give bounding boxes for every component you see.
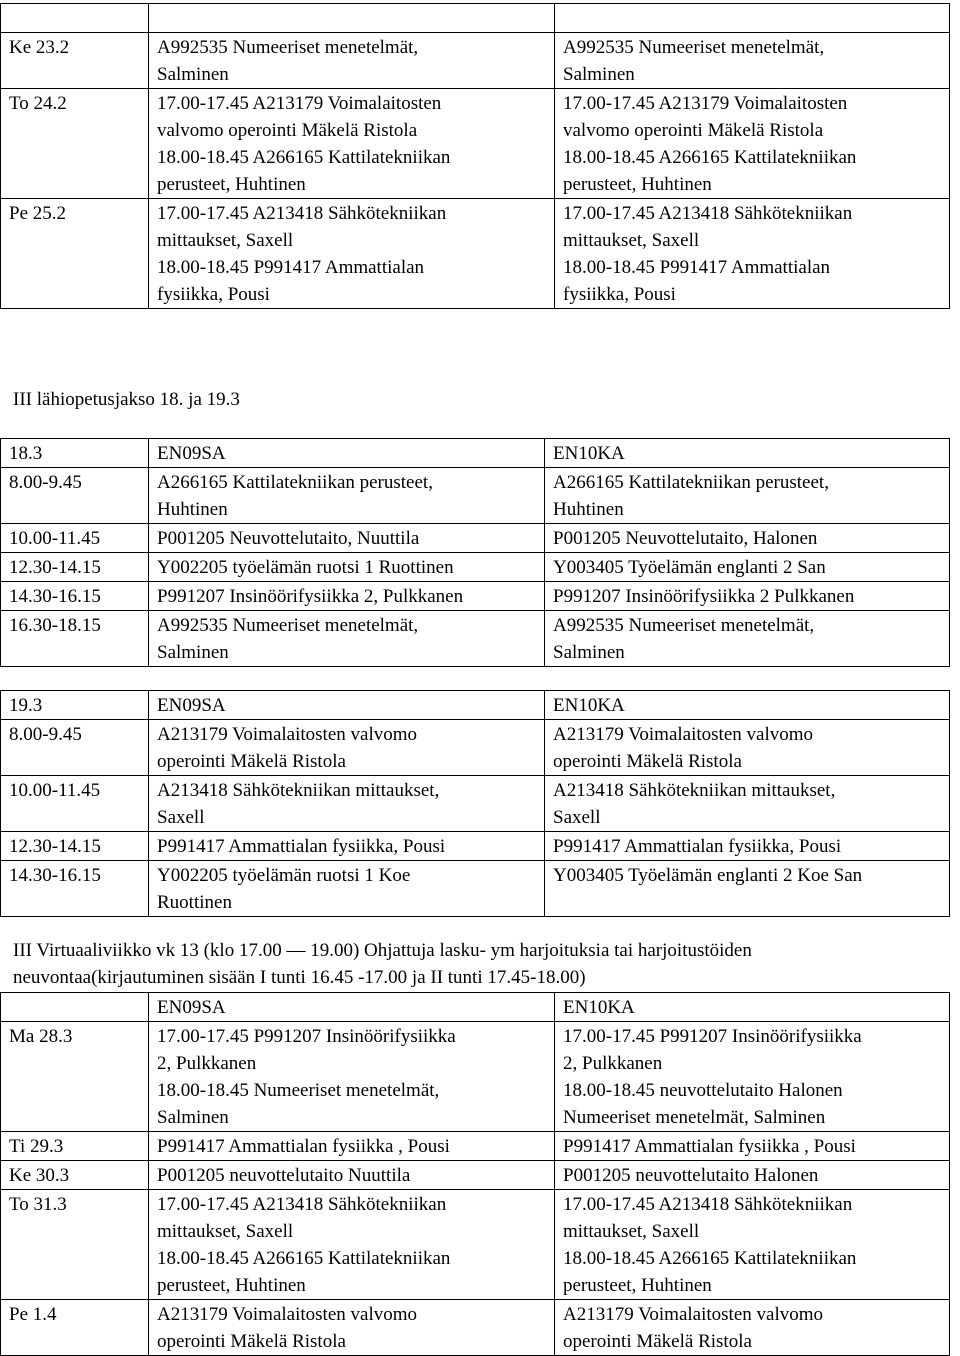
en10-cell (555, 199, 950, 309)
cell-text-line: perusteet, Huhtinen (157, 174, 306, 195)
cell-text-line: 2, Pulkkanen (563, 1053, 663, 1074)
cell-text-line: perusteet, Huhtinen (563, 1275, 712, 1296)
period-heading: III lähiopetusjakso 18. ja 19.3 (13, 389, 240, 410)
table-header-row (1, 439, 950, 468)
time-cell: 14.30-16.15 (1, 861, 149, 917)
en10-cell (555, 33, 950, 89)
table-row (1, 776, 950, 832)
cell-text-line: operointi Mäkelä Ristola (157, 1331, 346, 1352)
date-header: 18.3 (1, 439, 149, 468)
cell-text-line: P001205 neuvottelutaito Nuuttila (157, 1165, 411, 1186)
en10-cell (545, 861, 950, 917)
date-header: 19.3 (1, 691, 149, 720)
day-cell: To 24.2 (1, 89, 149, 199)
cell-text-line: Y002205 työelämän ruotsi 1 Ruottinen (157, 557, 454, 578)
week-schedule-table (0, 3, 950, 309)
en10-cell (545, 582, 950, 611)
cell-text-line: Y003405 Työelämän englanti 2 Koe San (553, 865, 863, 886)
en10-cell (555, 1161, 950, 1190)
cell-text-line: A992535 Numeeriset menetelmät, (157, 615, 419, 636)
table-row (1, 1161, 950, 1190)
cell-text-line: 18.00-18.45 A266165 Kattilatekniikan (157, 147, 451, 168)
table-row (1, 199, 950, 309)
cell-text-line: 18.00-18.45 neuvottelutaito Halonen (563, 1080, 843, 1101)
en09-cell (149, 89, 555, 199)
en09-cell (149, 1132, 555, 1161)
virtual-week-schedule-table (0, 992, 950, 1356)
cell-text-line: fysiikka, Pousi (157, 284, 270, 305)
en10-cell (545, 776, 950, 832)
empty-cell (555, 4, 950, 33)
cell-text-line: A213179 Voimalaitosten valvomo (157, 724, 418, 745)
time-cell: 14.30-16.15 (1, 582, 149, 611)
cell-text-line: 17.00-17.45 A213418 Sähkötekniikan (563, 203, 853, 224)
en10-cell (545, 468, 950, 524)
cell-text-line: A992535 Numeeriset menetelmät, (157, 37, 419, 58)
cell-text-line: Saxell (157, 807, 205, 828)
cell-text-line: 17.00-17.45 A213179 Voimalaitosten (157, 93, 442, 114)
cell-text-line: valvomo operointi Mäkelä Ristola (563, 120, 824, 141)
table-header-row (1, 691, 950, 720)
en10-cell (545, 720, 950, 776)
cell-text-line: Y003405 Työelämän englanti 2 San (553, 557, 826, 578)
cell-text-line: P991417 Ammattialan fysiikka , Pousi (563, 1136, 856, 1157)
en10-header: EN10KA (545, 691, 950, 720)
cell-text-line: Huhtinen (157, 499, 228, 520)
date-header (1, 993, 149, 1022)
en09-cell (149, 611, 545, 667)
cell-text-line: P001205 Neuvottelutaito, Nuuttila (157, 528, 420, 549)
cell-text-line: perusteet, Huhtinen (563, 174, 712, 195)
table-row (1, 582, 950, 611)
en09-cell (149, 776, 545, 832)
cell-text-line: A213179 Voimalaitosten valvomo (553, 724, 814, 745)
cell-text-line: A266165 Kattilatekniikan perusteet, (553, 472, 829, 493)
en10-header: EN10KA (545, 439, 950, 468)
table-row (1, 4, 950, 33)
cell-text-line: perusteet, Huhtinen (157, 1275, 306, 1296)
table-row (1, 1022, 950, 1132)
cell-text-line: Numeeriset menetelmät, Salminen (563, 1107, 826, 1128)
cell-text-line: 17.00-17.45 A213418 Sähkötekniikan (563, 1194, 853, 1215)
en09-cell (149, 199, 555, 309)
cell-text-line: operointi Mäkelä Ristola (157, 751, 346, 772)
en09-cell (149, 33, 555, 89)
cell-text-line: mittaukset, Saxell (563, 1221, 700, 1242)
table-row (1, 720, 950, 776)
table-row (1, 861, 950, 917)
cell-text-line: Salminen (157, 1107, 229, 1128)
en10-cell (555, 1300, 950, 1356)
cell-text-line: Salminen (157, 642, 229, 663)
en10-cell (555, 1190, 950, 1300)
cell-text-line: 17.00-17.45 A213418 Sähkötekniikan (157, 203, 447, 224)
time-cell: 12.30-14.15 (1, 553, 149, 582)
table-row (1, 611, 950, 667)
virtual-week-heading-line-1: III Virtuaaliviikko vk 13 (klo 17.00 — 19.00) Ohjattuja lasku- ym harjoituksia tai harjoitustöiden (13, 940, 752, 961)
en09-cell (149, 1300, 555, 1356)
table-row (1, 33, 950, 89)
cell-text-line: operointi Mäkelä Ristola (563, 1331, 752, 1352)
time-cell: 8.00-9.45 (1, 720, 149, 776)
cell-text-line: P991417 Ammattialan fysiikka , Pousi (157, 1136, 450, 1157)
time-cell: 8.00-9.45 (1, 468, 149, 524)
cell-text-line: 18.00-18.45 P991417 Ammattialan (563, 257, 831, 278)
day-cell: Ke 23.2 (1, 33, 149, 89)
table-row (1, 524, 950, 553)
en10-cell (545, 832, 950, 861)
en10-cell (555, 1022, 950, 1132)
time-cell: 12.30-14.15 (1, 832, 149, 861)
cell-text-line: mittaukset, Saxell (157, 1221, 294, 1242)
cell-text-line: valvomo operointi Mäkelä Ristola (157, 120, 418, 141)
en09-cell (149, 720, 545, 776)
time-cell: 10.00-11.45 (1, 776, 149, 832)
cell-text-line: Huhtinen (553, 499, 624, 520)
day-cell: Ke 30.3 (1, 1161, 149, 1190)
time-cell: 16.30-18.15 (1, 611, 149, 667)
en09-cell (149, 1161, 555, 1190)
en09-cell (149, 524, 545, 553)
table-row (1, 1132, 950, 1161)
cell-text-line: 17.00-17.45 A213179 Voimalaitosten (563, 93, 848, 114)
en09-header: EN09SA (149, 993, 555, 1022)
cell-text-line: A213179 Voimalaitosten valvomo (157, 1304, 418, 1325)
cell-text-line: A266165 Kattilatekniikan perusteet, (157, 472, 433, 493)
table-row (1, 553, 950, 582)
en09-cell (149, 553, 545, 582)
en10-header: EN10KA (555, 993, 950, 1022)
cell-text-line: A213179 Voimalaitosten valvomo (563, 1304, 824, 1325)
time-cell: 10.00-11.45 (1, 524, 149, 553)
day-cell: Pe 1.4 (1, 1300, 149, 1356)
cell-text-line: 18.00-18.45 P991417 Ammattialan (157, 257, 425, 278)
cell-text-line: 2, Pulkkanen (157, 1053, 257, 1074)
en09-cell (149, 1190, 555, 1300)
empty-cell (149, 4, 555, 33)
table-row (1, 468, 950, 524)
en10-cell (555, 89, 950, 199)
day-18-schedule-table (0, 438, 950, 667)
cell-text-line: mittaukset, Saxell (563, 230, 700, 251)
en09-cell (149, 832, 545, 861)
day-cell: To 31.3 (1, 1190, 149, 1300)
en09-cell (149, 861, 545, 917)
cell-text-line: Salminen (157, 64, 229, 85)
en09-cell (149, 468, 545, 524)
cell-text-line: Salminen (563, 64, 635, 85)
cell-text-line: P001205 neuvottelutaito Halonen (563, 1165, 819, 1186)
cell-text-line: A992535 Numeeriset menetelmät, (563, 37, 825, 58)
en09-header: EN09SA (149, 691, 545, 720)
en09-cell (149, 582, 545, 611)
day-cell: Ti 29.3 (1, 1132, 149, 1161)
cell-text-line: 17.00-17.45 A213418 Sähkötekniikan (157, 1194, 447, 1215)
cell-text-line: A213418 Sähkötekniikan mittaukset, (157, 780, 440, 801)
cell-text-line: 18.00-18.45 A266165 Kattilatekniikan (563, 147, 857, 168)
cell-text-line: fysiikka, Pousi (563, 284, 676, 305)
cell-text-line: 17.00-17.45 P991207 Insinöörifysiikka (157, 1026, 456, 1047)
cell-text-line: operointi Mäkelä Ristola (553, 751, 742, 772)
cell-text-line: Y002205 työelämän ruotsi 1 Koe (157, 865, 411, 886)
cell-text-line: P991417 Ammattialan fysiikka, Pousi (157, 836, 446, 857)
table-row (1, 1300, 950, 1356)
cell-text-line: A992535 Numeeriset menetelmät, (553, 615, 815, 636)
table-header-row (1, 993, 950, 1022)
cell-text-line: Salminen (553, 642, 625, 663)
cell-text-line: Saxell (553, 807, 601, 828)
table-row (1, 1190, 950, 1300)
day-cell: Ma 28.3 (1, 1022, 149, 1132)
cell-text-line: P991417 Ammattialan fysiikka, Pousi (553, 836, 842, 857)
day-19-schedule-table (0, 690, 950, 917)
en10-cell (545, 611, 950, 667)
cell-text-line: mittaukset, Saxell (157, 230, 294, 251)
cell-text-line: 17.00-17.45 P991207 Insinöörifysiikka (563, 1026, 862, 1047)
en09-header: EN09SA (149, 439, 545, 468)
cell-text-line: P991207 Insinöörifysiikka 2 Pulkkanen (553, 586, 855, 607)
cell-text-line: P001205 Neuvottelutaito, Halonen (553, 528, 818, 549)
table-row (1, 89, 950, 199)
cell-text-line: A213418 Sähkötekniikan mittaukset, (553, 780, 836, 801)
day-cell: Pe 25.2 (1, 199, 149, 309)
en09-cell (149, 1022, 555, 1132)
cell-text-line: 18.00-18.45 Numeeriset menetelmät, (157, 1080, 440, 1101)
cell-text-line: P991207 Insinöörifysiikka 2, Pulkkanen (157, 586, 464, 607)
en10-cell (545, 524, 950, 553)
table-row (1, 832, 950, 861)
en10-cell (545, 553, 950, 582)
en10-cell (555, 1132, 950, 1161)
cell-text-line: 18.00-18.45 A266165 Kattilatekniikan (157, 1248, 451, 1269)
virtual-week-heading-line-2: neuvontaa(kirjautuminen sisään I tunti 16.45 -17.00 ja II tunti 17.45-18.00) (13, 967, 586, 988)
empty-cell (1, 4, 149, 33)
cell-text-line: 18.00-18.45 A266165 Kattilatekniikan (563, 1248, 857, 1269)
cell-text-line: Ruottinen (157, 892, 232, 913)
